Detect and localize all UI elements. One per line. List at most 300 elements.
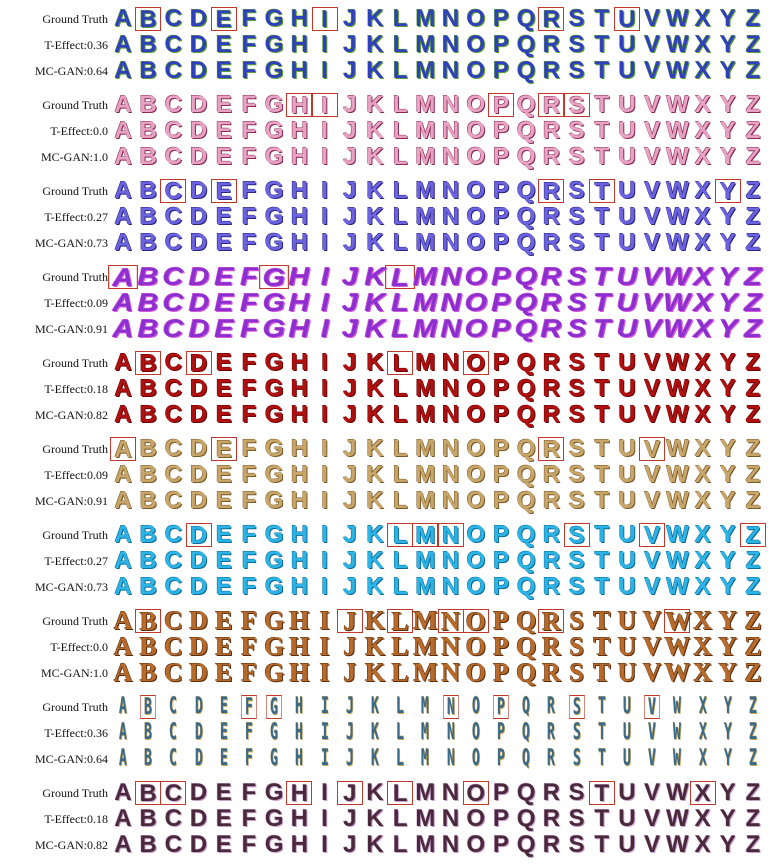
- glyph-y: Y: [723, 746, 732, 771]
- glyph-i: I: [321, 461, 328, 488]
- glyph-s: S: [568, 461, 585, 488]
- glyph-p: P: [492, 57, 509, 84]
- glyph-q: Q: [514, 315, 538, 343]
- ground-truth-row: [0, 350, 774, 376]
- glyph-u: U: [623, 694, 631, 719]
- row-label: MC-GAN:0.91: [34, 494, 108, 508]
- glyph-x: X: [692, 315, 713, 343]
- glyph-d: D: [189, 435, 208, 462]
- glyph-v: V: [644, 203, 661, 230]
- glyph-i: I: [321, 435, 328, 462]
- glyph-g: G: [264, 57, 284, 84]
- glyph-o: O: [465, 658, 486, 687]
- glyph-j: J: [345, 720, 354, 745]
- glyph-j: J: [345, 694, 354, 719]
- glyph-s: S: [568, 779, 585, 806]
- glyph-f: F: [241, 435, 257, 462]
- glyph-n: N: [441, 487, 460, 514]
- glyph-l: L: [392, 805, 408, 832]
- glyph-w: W: [666, 5, 689, 32]
- glyph-x: X: [692, 263, 713, 291]
- glyph-d: D: [194, 720, 203, 745]
- glyph-z: Z: [744, 632, 762, 661]
- glyph-v: V: [644, 805, 661, 832]
- glyph-j: J: [343, 401, 357, 428]
- glyph-h: H: [290, 229, 309, 256]
- glyph-h: H: [289, 658, 310, 687]
- glyph-a: A: [114, 143, 132, 170]
- glyph-d: D: [194, 746, 203, 771]
- glyph-e: E: [215, 349, 232, 376]
- glyph-t: T: [594, 5, 610, 32]
- glyph-o: O: [466, 435, 486, 462]
- glyph-d: D: [189, 658, 208, 687]
- glyph-y: Y: [718, 289, 738, 317]
- glyph-a: A: [112, 289, 134, 317]
- glyph-c: C: [164, 57, 183, 84]
- row-label: Ground Truth: [42, 442, 108, 456]
- glyph-d: D: [189, 31, 208, 58]
- glyph-t: T: [594, 521, 610, 548]
- glyph-y: Y: [723, 720, 732, 745]
- glyph-d: D: [189, 57, 208, 84]
- glyph-w: W: [666, 401, 689, 428]
- glyph-g: G: [264, 91, 284, 118]
- glyph-q: Q: [522, 720, 531, 745]
- glyph-j: J: [343, 547, 357, 574]
- glyph-s: S: [568, 57, 585, 84]
- glyph-e: E: [215, 461, 232, 488]
- glyph-m: M: [413, 263, 438, 291]
- glyph-y: Y: [719, 461, 736, 488]
- glyph-u: U: [618, 349, 636, 376]
- glyph-u: U: [618, 57, 636, 84]
- glyph-i: I: [321, 177, 328, 204]
- glyph-k: K: [366, 57, 384, 84]
- glyph-l: L: [392, 435, 408, 462]
- glyph-r: R: [538, 7, 564, 31]
- glyph-i: I: [319, 606, 330, 635]
- row-label: Ground Truth: [42, 614, 108, 628]
- glyph-e: E: [211, 179, 237, 203]
- glyph-e: E: [215, 547, 232, 574]
- glyph-b: B: [139, 401, 157, 428]
- glyph-q: Q: [516, 117, 536, 144]
- glyph-j: J: [343, 375, 357, 402]
- glyph-r: R: [538, 437, 564, 461]
- glyph-u: U: [618, 177, 636, 204]
- glyph-c: C: [164, 547, 183, 574]
- glyph-b: B: [139, 143, 157, 170]
- glyph-w: W: [666, 349, 689, 376]
- mc-gan-row: [0, 402, 774, 428]
- glyph-q: Q: [516, 91, 536, 118]
- glyph-y: Y: [719, 143, 736, 170]
- glyph-b: B: [139, 487, 157, 514]
- glyph-t: T: [594, 117, 610, 144]
- glyph-e: E: [215, 143, 232, 170]
- glyph-s: S: [568, 831, 585, 858]
- glyph-w: W: [666, 573, 689, 600]
- glyph-p: P: [492, 487, 509, 514]
- glyph-d: D: [189, 461, 208, 488]
- glyph-s: S: [568, 401, 585, 428]
- glyph-f: F: [241, 375, 257, 402]
- glyph-n: N: [446, 720, 455, 745]
- glyph-a: A: [119, 746, 127, 771]
- glyph-p: P: [491, 315, 511, 343]
- glyph-m: M: [413, 289, 438, 317]
- glyph-f: F: [241, 831, 257, 858]
- glyph-u: U: [618, 521, 636, 548]
- glyph-b: B: [135, 7, 161, 31]
- glyph-h: H: [286, 781, 312, 805]
- row-label: MC-GAN:0.64: [34, 64, 108, 78]
- glyph-z: Z: [749, 720, 757, 745]
- glyph-z: Z: [744, 289, 762, 317]
- glyph-h: H: [290, 435, 309, 462]
- glyph-k: K: [366, 203, 384, 230]
- glyph-z: Z: [745, 375, 761, 402]
- glyph-t: T: [594, 461, 610, 488]
- glyph-m: M: [421, 694, 430, 719]
- glyph-l: L: [392, 461, 408, 488]
- glyph-k: K: [366, 143, 384, 170]
- glyph-h: H: [286, 93, 312, 117]
- glyph-h: H: [290, 805, 309, 832]
- glyph-n: N: [441, 91, 460, 118]
- glyph-b: B: [139, 229, 157, 256]
- glyph-m: M: [415, 375, 436, 402]
- glyph-q: Q: [522, 694, 531, 719]
- glyph-i: I: [321, 229, 328, 256]
- glyph-p: P: [492, 143, 509, 170]
- glyph-z: Z: [745, 805, 761, 832]
- glyph-y: Y: [723, 694, 732, 719]
- glyph-m: M: [415, 91, 436, 118]
- glyph-r: R: [542, 117, 561, 144]
- glyph-s: S: [569, 695, 585, 719]
- glyph-h: H: [290, 143, 309, 170]
- glyph-g: G: [264, 143, 284, 170]
- glyph-s: S: [568, 5, 585, 32]
- glyph-i: I: [321, 779, 328, 806]
- glyph-x: X: [693, 606, 712, 635]
- glyph-g: G: [264, 632, 285, 661]
- glyph-y: Y: [719, 487, 736, 514]
- glyph-z: Z: [749, 694, 757, 719]
- glyph-a: A: [114, 487, 132, 514]
- glyph-m: M: [415, 547, 436, 574]
- glyph-r: R: [542, 57, 561, 84]
- row-label: T-Effect:0.09: [44, 468, 108, 482]
- glyph-v: V: [644, 831, 661, 858]
- glyph-t: T: [594, 401, 610, 428]
- glyph-r: R: [542, 658, 561, 687]
- glyph-f: F: [241, 606, 257, 635]
- glyph-s: S: [572, 720, 581, 745]
- glyph-z: Z: [745, 435, 761, 462]
- glyph-b: B: [139, 375, 157, 402]
- glyph-a: A: [114, 375, 132, 402]
- glyph-t: T: [594, 57, 610, 84]
- mc-gan-row: [0, 832, 774, 858]
- glyph-j: J: [345, 746, 354, 771]
- glyph-p: P: [493, 658, 509, 687]
- glyph-p: P: [492, 5, 509, 32]
- glyph-z: Z: [745, 177, 761, 204]
- row-label: MC-GAN:0.73: [34, 580, 108, 594]
- glyph-b: B: [137, 263, 159, 291]
- glyph-u: U: [618, 143, 636, 170]
- glyph-w: W: [666, 229, 689, 256]
- glyph-v: V: [644, 461, 661, 488]
- glyph-d: D: [188, 263, 209, 291]
- glyph-d: D: [189, 401, 208, 428]
- glyph-v: V: [644, 57, 661, 84]
- glyph-x: X: [694, 117, 711, 144]
- comparison-group: [0, 264, 774, 342]
- glyph-n: N: [441, 779, 460, 806]
- glyph-t: T: [594, 203, 610, 230]
- glyph-d: D: [189, 547, 208, 574]
- glyph-p: P: [491, 289, 511, 317]
- glyph-m: M: [415, 229, 436, 256]
- glyph-x: X: [694, 31, 711, 58]
- glyph-r: R: [542, 547, 561, 574]
- mc-gan-row: [0, 144, 774, 170]
- glyph-m: M: [415, 143, 436, 170]
- glyph-g: G: [264, 658, 285, 687]
- glyph-b: B: [139, 203, 157, 230]
- glyph-e: E: [215, 779, 232, 806]
- glyph-t: T: [593, 289, 611, 317]
- glyph-l: L: [391, 315, 409, 343]
- glyph-o: O: [466, 203, 486, 230]
- glyph-i: I: [321, 31, 328, 58]
- glyph-q: Q: [516, 143, 536, 170]
- glyph-c: C: [164, 117, 183, 144]
- glyph-m: M: [413, 632, 438, 661]
- glyph-u: U: [616, 315, 638, 343]
- glyph-j: J: [343, 5, 357, 32]
- glyph-f: F: [241, 658, 257, 687]
- glyph-g: G: [264, 349, 284, 376]
- glyph-z: Z: [745, 203, 761, 230]
- glyph-y: Y: [719, 91, 736, 118]
- glyph-s: S: [568, 487, 585, 514]
- glyph-n: N: [441, 547, 460, 574]
- glyph-a: A: [114, 461, 132, 488]
- glyph-e: E: [215, 606, 233, 635]
- glyph-x: X: [694, 57, 711, 84]
- glyph-w: W: [666, 521, 689, 548]
- glyph-d: D: [189, 375, 208, 402]
- glyph-p: P: [493, 632, 509, 661]
- glyph-s: S: [568, 229, 585, 256]
- glyph-l: L: [392, 401, 408, 428]
- glyph-i: I: [321, 547, 328, 574]
- glyph-b: B: [139, 177, 157, 204]
- glyph-v: V: [644, 375, 661, 402]
- t-effect-row: [0, 462, 774, 488]
- glyph-q: Q: [516, 349, 536, 376]
- glyph-e: E: [215, 229, 232, 256]
- glyph-v: V: [644, 779, 661, 806]
- glyph-g: G: [270, 746, 279, 771]
- glyph-p: P: [488, 93, 514, 117]
- glyph-r: R: [542, 461, 561, 488]
- glyph-p: P: [493, 695, 509, 719]
- glyph-f: F: [245, 746, 253, 771]
- glyph-y: Y: [719, 117, 736, 144]
- glyph-b: B: [139, 117, 157, 144]
- glyph-d: D: [186, 351, 212, 375]
- row-label: Ground Truth: [42, 356, 108, 370]
- glyph-d: D: [186, 523, 212, 547]
- glyph-n: N: [441, 658, 460, 687]
- glyph-u: U: [618, 547, 636, 574]
- glyph-l: L: [396, 694, 405, 719]
- glyph-t: T: [597, 746, 606, 771]
- glyph-j: J: [343, 435, 357, 462]
- glyph-u: U: [618, 779, 636, 806]
- glyph-v: V: [639, 437, 665, 461]
- glyph-s: S: [568, 547, 585, 574]
- glyph-r: R: [541, 263, 562, 291]
- glyph-j: J: [343, 117, 357, 144]
- glyph-z: Z: [744, 658, 762, 687]
- glyph-o: O: [466, 31, 486, 58]
- glyph-j: J: [341, 289, 358, 317]
- glyph-p: P: [492, 401, 509, 428]
- glyph-u: U: [618, 805, 636, 832]
- glyph-u: U: [618, 31, 636, 58]
- glyph-u: U: [617, 658, 637, 687]
- glyph-x: X: [694, 5, 711, 32]
- glyph-w: W: [673, 694, 682, 719]
- t-effect-row: [0, 634, 774, 660]
- glyph-c: C: [164, 521, 183, 548]
- glyph-v: V: [644, 177, 661, 204]
- glyph-a: A: [113, 606, 133, 635]
- glyph-y: Y: [718, 658, 738, 687]
- comparison-group: [0, 92, 774, 170]
- glyph-k: K: [366, 177, 384, 204]
- glyph-b: B: [135, 781, 161, 805]
- glyph-m: M: [415, 203, 436, 230]
- glyph-z: Z: [745, 779, 761, 806]
- glyph-k: K: [366, 435, 384, 462]
- row-label: MC-GAN:0.73: [34, 236, 108, 250]
- glyph-j: J: [343, 658, 357, 687]
- glyph-s: S: [568, 177, 585, 204]
- glyph-e: E: [215, 203, 232, 230]
- glyph-q: Q: [516, 573, 536, 600]
- glyph-x: X: [694, 91, 711, 118]
- glyph-d: D: [189, 779, 208, 806]
- glyph-w: W: [663, 263, 691, 291]
- glyph-f: F: [241, 401, 257, 428]
- glyph-u: U: [617, 606, 637, 635]
- glyph-l: L: [392, 91, 408, 118]
- glyph-b: B: [139, 57, 157, 84]
- glyph-x: X: [694, 203, 711, 230]
- glyph-a: A: [113, 658, 133, 687]
- glyph-x: X: [698, 694, 707, 719]
- glyph-e: E: [215, 375, 232, 402]
- row-label: T-Effect:0.36: [44, 726, 108, 740]
- glyph-r: R: [542, 229, 561, 256]
- glyph-g: G: [264, 573, 284, 600]
- glyph-z: Z: [740, 523, 766, 547]
- row-label: Ground Truth: [42, 528, 108, 542]
- glyph-o: O: [464, 263, 487, 291]
- comparison-group: [0, 694, 774, 772]
- glyph-y: Y: [719, 31, 736, 58]
- glyph-j: J: [343, 349, 357, 376]
- glyph-a: A: [114, 117, 132, 144]
- glyph-y: Y: [719, 5, 736, 32]
- glyph-j: J: [343, 461, 357, 488]
- glyph-s: S: [568, 435, 585, 462]
- t-effect-row: [0, 548, 774, 574]
- glyph-e: E: [215, 831, 232, 858]
- glyph-p: P: [497, 720, 505, 745]
- glyph-r: R: [547, 746, 556, 771]
- glyph-s: S: [568, 573, 585, 600]
- glyph-o: O: [463, 781, 489, 805]
- glyph-l: L: [392, 375, 408, 402]
- glyph-q: Q: [516, 177, 536, 204]
- glyph-v: V: [644, 117, 661, 144]
- glyph-b: B: [139, 461, 157, 488]
- glyph-w: W: [665, 607, 692, 636]
- glyph-a: A: [114, 521, 132, 548]
- glyph-l: L: [387, 781, 413, 805]
- glyph-e: E: [219, 720, 228, 745]
- glyph-q: Q: [516, 547, 536, 574]
- glyph-q: Q: [516, 5, 536, 32]
- glyph-r: R: [547, 694, 556, 719]
- glyph-n: N: [446, 746, 455, 771]
- glyph-n: N: [441, 143, 460, 170]
- glyph-a: A: [114, 57, 132, 84]
- mc-gan-row: [0, 746, 774, 772]
- glyph-p: P: [492, 805, 509, 832]
- row-label: Ground Truth: [42, 98, 108, 112]
- glyph-c: C: [163, 263, 184, 291]
- comparison-group: [0, 178, 774, 256]
- glyph-f: F: [240, 315, 258, 343]
- glyph-t: T: [594, 375, 610, 402]
- glyph-d: D: [189, 805, 208, 832]
- glyph-w: W: [666, 831, 689, 858]
- glyph-k: K: [364, 289, 386, 317]
- glyph-m: M: [415, 461, 436, 488]
- glyph-n: N: [441, 831, 460, 858]
- glyph-k: K: [366, 349, 384, 376]
- glyph-f: F: [241, 117, 257, 144]
- glyph-t: T: [594, 831, 610, 858]
- glyph-n: N: [438, 523, 464, 547]
- glyph-g: G: [264, 401, 284, 428]
- glyph-f: F: [241, 487, 257, 514]
- glyph-a: A: [114, 5, 132, 32]
- glyph-n: N: [441, 57, 460, 84]
- glyph-o: O: [466, 487, 486, 514]
- glyph-f: F: [241, 57, 257, 84]
